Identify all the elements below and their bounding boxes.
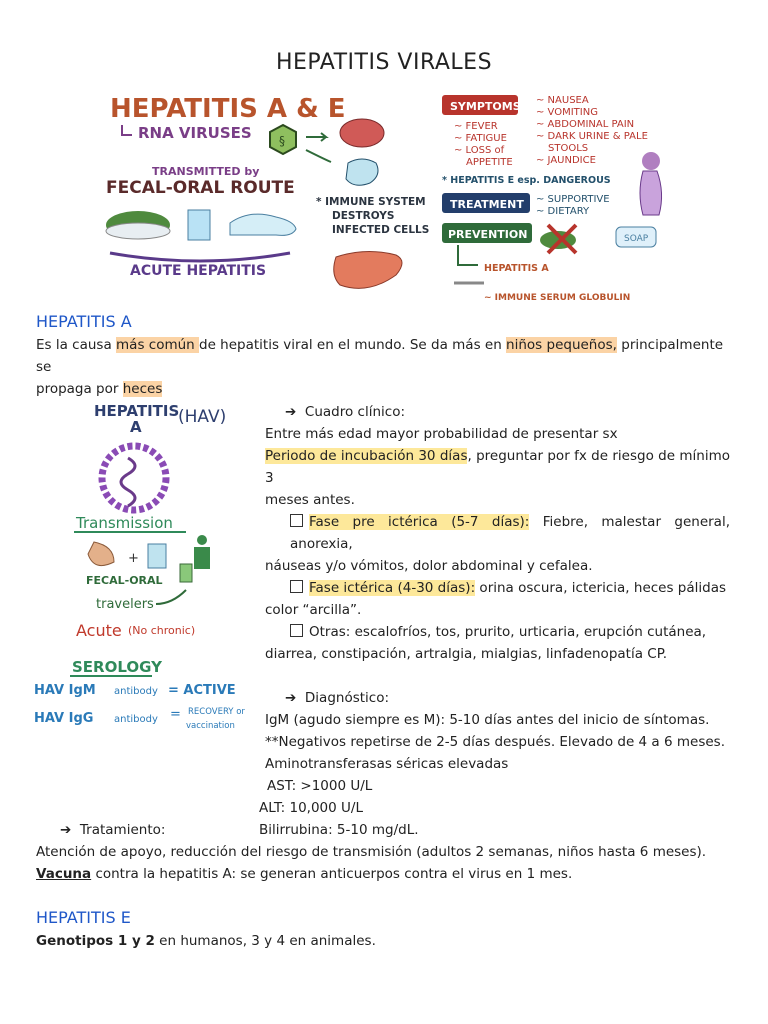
svg-text:~ LOSS of: ~ LOSS of [454, 145, 505, 156]
svg-text:TREATMENT: TREATMENT [450, 198, 524, 211]
svg-text:antibody: antibody [114, 714, 158, 725]
svg-text:* HEPATITIS E esp. DANGEROUS: * HEPATITIS E esp. DANGEROUS [442, 175, 611, 186]
svg-text:~ FATIGUE: ~ FATIGUE [454, 133, 507, 144]
checkbox-icon [290, 514, 303, 527]
svg-text:ACUTE HEPATITIS: ACUTE HEPATITIS [130, 263, 267, 279]
svg-text:TRANSMITTED by: TRANSMITTED by [152, 165, 260, 178]
svg-text:SEROLOGY: SEROLOGY [72, 658, 162, 676]
svg-text:~ IMMUNE SERUM GLOBULIN: ~ IMMUNE SERUM GLOBULIN [484, 293, 631, 303]
document-title: HEPATITIS VIRALES [275, 50, 493, 75]
hepatitis-e-heading: HEPATITIS E [36, 908, 131, 927]
svg-text:~ ABDOMINAL PAIN: ~ ABDOMINAL PAIN [536, 119, 635, 130]
svg-text:HEPATITIS: HEPATITIS [94, 402, 180, 420]
svg-text:~ SUPPORTIVE: ~ SUPPORTIVE [536, 194, 610, 205]
banner-rna: RNA VIRUSES [138, 124, 252, 142]
svg-text:* IMMUNE SYSTEM: * IMMUNE SYSTEM [316, 196, 426, 208]
arrow-icon: ➔ [285, 690, 297, 706]
svg-text:= ACTIVE: = ACTIVE [168, 683, 236, 698]
svg-text:A: A [130, 418, 142, 436]
svg-text:Transmission: Transmission [76, 514, 173, 532]
svg-text:+: + [128, 551, 139, 566]
svg-text:~ NAUSEA: ~ NAUSEA [536, 95, 589, 106]
hepatitis-a-heading: HEPATITIS A [36, 312, 132, 331]
svg-text:PREVENTION: PREVENTION [448, 228, 528, 241]
svg-text:~ DIETARY: ~ DIETARY [536, 206, 590, 217]
arrow-icon: ➔ [285, 404, 297, 420]
svg-text:travelers: travelers [96, 597, 154, 612]
infected-cell-icon [346, 159, 378, 185]
svg-text:~ FEVER: ~ FEVER [454, 121, 498, 132]
checkbox-icon [290, 580, 303, 593]
hav-infographic [30, 392, 256, 762]
hepatitis-e-genotypes: Genotipos 1 y 2 en humanos, 3 y 4 en animales. [36, 933, 376, 949]
svg-text:SYMPTOMS: SYMPTOMS [450, 100, 521, 113]
svg-text:STOOLS: STOOLS [548, 143, 589, 154]
clinical-section: ➔ Cuadro clínico: Entre más edad mayor probabilidad de presentar sx Periodo de incubación 30 días, preguntar por fx de riesgo de mínimo 3 meses antes. Fase pre ictérica (5-7 días): Fiebre, malestar general, anorexia, náuseas y/o vómitos, dolor abdominal y cefalea. Fase ictérica (4-30 días): orina oscura, ictericia, heces pálidas color “arcilla”. Otras: escalofríos, tos, prurito, urticaria, erupción cutánea, diarrea, constipación, artralgia, mialgias, linfadenopatía CP. ➔ Diagnóstico: IgM (agudo siempre es M): 5-10 días antes del inicio de síntomas. **Negativos repetirse de 2-5 días después. Elevado de 4 a 6 meses. Aminotransferasas séricas elevadas AST: >1000 U/L ALT: 10,000 U/L Bilirrubina: 5-10 mg/dL. [259, 404, 730, 838]
svg-text:RECOVERY or: RECOVERY or [188, 707, 245, 717]
svg-text:APPETITE: APPETITE [466, 157, 513, 168]
svg-text:§: § [279, 134, 285, 148]
svg-text:~ JAUNDICE: ~ JAUNDICE [536, 155, 596, 166]
svg-text:FECAL-ORAL ROUTE: FECAL-ORAL ROUTE [106, 178, 295, 198]
svg-text:~ VOMITING: ~ VOMITING [536, 107, 598, 118]
svg-text:DESTROYS: DESTROYS [332, 210, 395, 222]
glass-icon [148, 544, 166, 568]
water-glass-icon [188, 210, 210, 240]
drumstick-icon [88, 542, 114, 566]
svg-text:HAV IgG: HAV IgG [34, 711, 94, 726]
hepatitis-a-e-infographic [100, 85, 668, 307]
svg-text:FECAL-ORAL: FECAL-ORAL [86, 574, 163, 587]
svg-text:~ DARK URINE & PALE: ~ DARK URINE & PALE [536, 131, 648, 142]
hepatitis-a-intro: Es la causa más común de hepatitis viral en el mundo. Se da más en niños pequeños, principalmente se propaga por heces [36, 337, 724, 397]
liver-cell-icon [340, 119, 384, 147]
checkbox-icon [290, 624, 303, 637]
svg-text:SOAP: SOAP [624, 234, 649, 244]
treatment-section: ➔ Tratamiento: Atención de apoyo, reducción del riesgo de transmisión (adultos 2 semanas, niños hasta 6 meses). Vacuna contra la hepatitis A: se generan anticuerpos contra el virus en 1 mes. [36, 822, 707, 882]
banner-heading: HEPATITIS A & E [110, 94, 346, 124]
svg-text:(HAV): (HAV) [178, 407, 227, 427]
svg-text:(No chronic): (No chronic) [128, 624, 196, 637]
svg-text:HEPATITIS A: HEPATITIS A [484, 263, 549, 274]
pregnant-woman-icon [642, 152, 660, 170]
glove-icon [230, 214, 296, 235]
svg-text:vaccination: vaccination [186, 721, 235, 731]
svg-text:HAV IgM: HAV IgM [34, 683, 96, 698]
svg-text:antibody: antibody [114, 686, 158, 697]
svg-text:=: = [170, 707, 181, 722]
svg-text:Acute: Acute [76, 621, 122, 640]
arrow-icon: ➔ [60, 822, 72, 838]
traveler-icon [197, 535, 207, 545]
svg-text:INFECTED CELLS: INFECTED CELLS [332, 224, 430, 236]
liver-icon [334, 251, 402, 288]
